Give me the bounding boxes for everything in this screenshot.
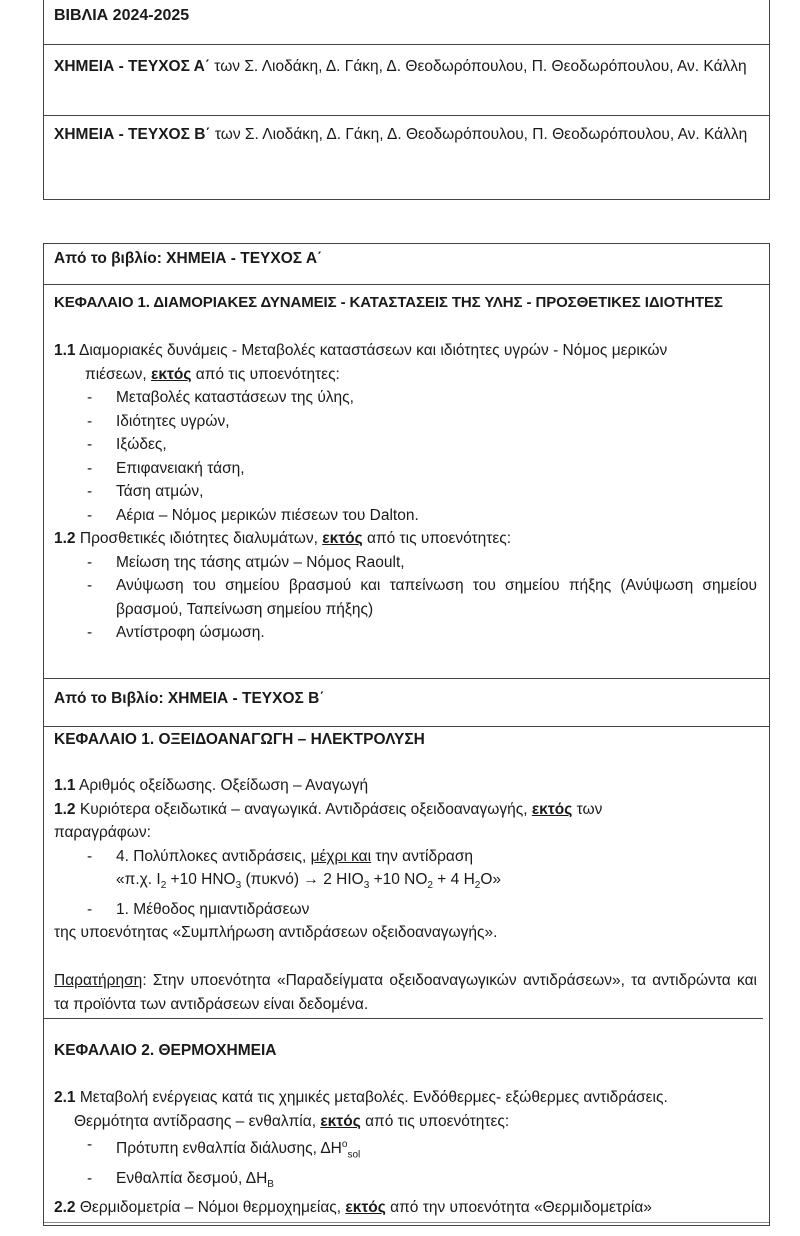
section-b-ch2-body xyxy=(54,1086,757,1220)
paragraph-text: της υποενότητας «Συμπλήρωση αντιδράσεων οξειδοαναγωγής». xyxy=(54,924,498,942)
divider xyxy=(44,1222,769,1223)
paragraph-text-cont xyxy=(54,1110,757,1134)
book-b-authors: των Σ. Λιοδάκη, Δ. Γάκη, Δ. Θεοδωρόπουλου, Π. Θεοδωρόπουλου, Αν. Κάλλη xyxy=(210,126,748,143)
divider xyxy=(44,678,769,679)
list-item: - Μείωση της τάσης ατμών – Νόμος Raoult, xyxy=(54,551,757,575)
list-item: - Αντίστροφη ώσμωση. xyxy=(54,621,757,645)
divider xyxy=(44,284,769,285)
paragraph-list xyxy=(54,845,757,922)
book-a-title: ΧΗΜΕΙΑ - ΤΕΥΧΟΣ Α΄ xyxy=(54,58,210,75)
paragraph-text: από τις υποενότητες: xyxy=(362,530,512,547)
section-a-chapter: ΚΕΦΑΛΑΙΟ 1. ΔΙΑΜΟΡΙΑΚΕΣ ΔΥΝΑΜΕΙΣ - ΚΑΤΑΣΤΑΣΕΙΣ ΤΗΣ ΥΛΗΣ - ΠΡΟΣΘΕΤΙΚΕΣ ΙΔΙΟΤΗΤΕΣ xyxy=(54,294,723,311)
note xyxy=(54,969,757,1017)
subsection-list xyxy=(54,1133,757,1196)
except-keyword: εκτός xyxy=(320,1112,361,1130)
paragraph-text: Διαμοριακές δυνάμεις - Μεταβολές καταστάσεων και ιδιότητες υγρών - Νόμος μερικών xyxy=(75,342,668,359)
list-item: - Ανύψωση του σημείου βρασμού και ταπείνωση του σημείου πήξης (Ανύψωση σημείου βρασμού, Ταπείνωση σημείου πήξης) xyxy=(54,574,757,621)
item-number: 1.1 xyxy=(54,342,76,359)
paragraph-text: Αριθμός οξείδωσης. Οξείδωση – Αναγωγή xyxy=(75,777,369,794)
divider xyxy=(44,115,769,116)
divider xyxy=(44,1018,763,1019)
item-number: 1.1 xyxy=(54,777,76,794)
subsection-list xyxy=(54,551,757,645)
until-keyword: μέχρι και xyxy=(310,847,372,865)
books-heading: ΒΙΒΛΙΑ 2024-2025 xyxy=(54,7,190,24)
paragraph-1-1 xyxy=(54,339,757,386)
item-number: 1.2 xyxy=(54,530,76,547)
paragraph-text: πιέσεων, xyxy=(85,365,151,383)
section-a-body xyxy=(54,339,757,645)
list-item-text: την αντίδραση xyxy=(371,847,474,865)
book-a-authors: των Σ. Λιοδάκη, Δ. Γάκη, Δ. Θεοδωρόπουλου, Π. Θεοδωρόπουλου, Αν. Κάλλη xyxy=(209,58,747,75)
list-item xyxy=(54,845,757,898)
note-label: Παρατήρηση xyxy=(54,971,143,989)
except-keyword: εκτός xyxy=(151,365,192,383)
paragraph-text: από τις υποενότητες: xyxy=(191,365,340,383)
list-item: - Τάση ατμών, xyxy=(54,480,757,504)
paragraph-text: Θερμότητα αντίδρασης – ενθαλπία, xyxy=(74,1112,321,1130)
paragraph-text: Προσθετικές ιδιότητες διαλυμάτων, xyxy=(75,530,323,547)
book-a xyxy=(44,55,759,79)
item-number: 1.2 xyxy=(54,800,76,818)
list-item: - Επιφανειακή τάση, xyxy=(54,457,757,481)
list-item: - Πρότυπη ενθαλπία διάλυσης, $\Delta H^o_{sol}$ xyxy=(54,1133,757,1167)
except-keyword: εκτός xyxy=(322,530,363,547)
section-b-chapter2: ΚΕΦΑΛΑΙΟ 2. ΘΕΡΜΟΧΗΜΕΙΑ xyxy=(54,1042,277,1059)
paragraph-text: από την υποενότητα «Θερμιδομετρία» xyxy=(385,1199,652,1217)
paragraph-1-2 xyxy=(54,798,757,822)
except-keyword: εκτός xyxy=(345,1199,386,1217)
list-item-text: 4. Πολύπλοκες αντιδράσεις, xyxy=(116,847,311,865)
subsection-list xyxy=(54,386,757,527)
list-item: - Ενθαλπία δεσμού, $\Delta H_B$ xyxy=(54,1167,757,1197)
list-item: - Ιδιότητες υγρών, xyxy=(54,410,757,434)
list-item: - 1. Μέθοδος ημιαντιδράσεων xyxy=(54,898,757,922)
paragraph-text: από τις υποενότητες: xyxy=(360,1112,510,1130)
paragraph-text: των xyxy=(572,800,603,818)
paragraph-text: Θερμιδομετρία – Νόμοι θερμοχημείας, xyxy=(75,1199,346,1217)
paragraph-2-1 xyxy=(54,1086,757,1133)
paragraph-text-cont xyxy=(54,363,757,387)
paragraph-text: Κυριότερα οξειδωτικά – αναγωγικά. Αντιδράσεις οξειδοαναγωγής, xyxy=(75,800,532,818)
book-b xyxy=(44,123,759,147)
divider xyxy=(44,726,769,727)
except-keyword: εκτός xyxy=(531,800,573,818)
paragraph-1-1 xyxy=(54,774,757,798)
paragraph-text: παραγράφων: xyxy=(54,824,151,841)
list-item: - Αέρια – Νόμος μερικών πιέσεων του Dalton. xyxy=(54,504,757,528)
paragraph-2-2 xyxy=(54,1196,757,1220)
reaction-equation: «π.χ. $I_2 +10$ $HNO_3$ (πυκνό) → 2 $HIO_3 +10$ $NO_2 + 4$ $H_2O$» xyxy=(116,871,502,892)
list-item: - Μεταβολές καταστάσεων της ύλης, xyxy=(54,386,757,410)
list-item: - Ιξώδες, xyxy=(54,433,757,457)
section-b-ch1-body xyxy=(54,774,757,1017)
note-text: : Στην υποενότητα «Παραδείγματα οξειδοαναγωγικών αντιδράσεων», τα αντιδρώντα και τα προϊόντα των αντιδράσεων είναι δεδομένα. xyxy=(54,971,757,1013)
item-number: 2.2 xyxy=(54,1199,76,1217)
section-a-source: Από το βιβλίο: ΧΗΜΕΙΑ - ΤΕΥΧΟΣ Α΄ xyxy=(54,250,323,267)
paragraph-1-2 xyxy=(54,527,757,551)
item-number: 2.1 xyxy=(54,1089,76,1106)
book-b-title: ΧΗΜΕΙΑ - ΤΕΥΧΟΣ Β΄ xyxy=(54,126,211,143)
paragraph-text: Μεταβολή ενέργειας κατά τις χημικές μεταβολές. Ενδόθερμες- εξώθερμες αντιδράσεις. xyxy=(75,1089,668,1106)
section-b-chapter1: ΚΕΦΑΛΑΙΟ 1. ΟΞΕΙΔΟΑΝΑΓΩΓΗ – ΗΛΕΚΤΡΟΛΥΣΗ xyxy=(54,731,425,748)
books-table xyxy=(43,0,770,200)
section-b-source: Από το Βιβλίο: ΧΗΜΕΙΑ - ΤΕΥΧΟΣ Β΄ xyxy=(54,690,325,707)
divider xyxy=(44,44,769,45)
syllabus-table xyxy=(43,243,770,1226)
